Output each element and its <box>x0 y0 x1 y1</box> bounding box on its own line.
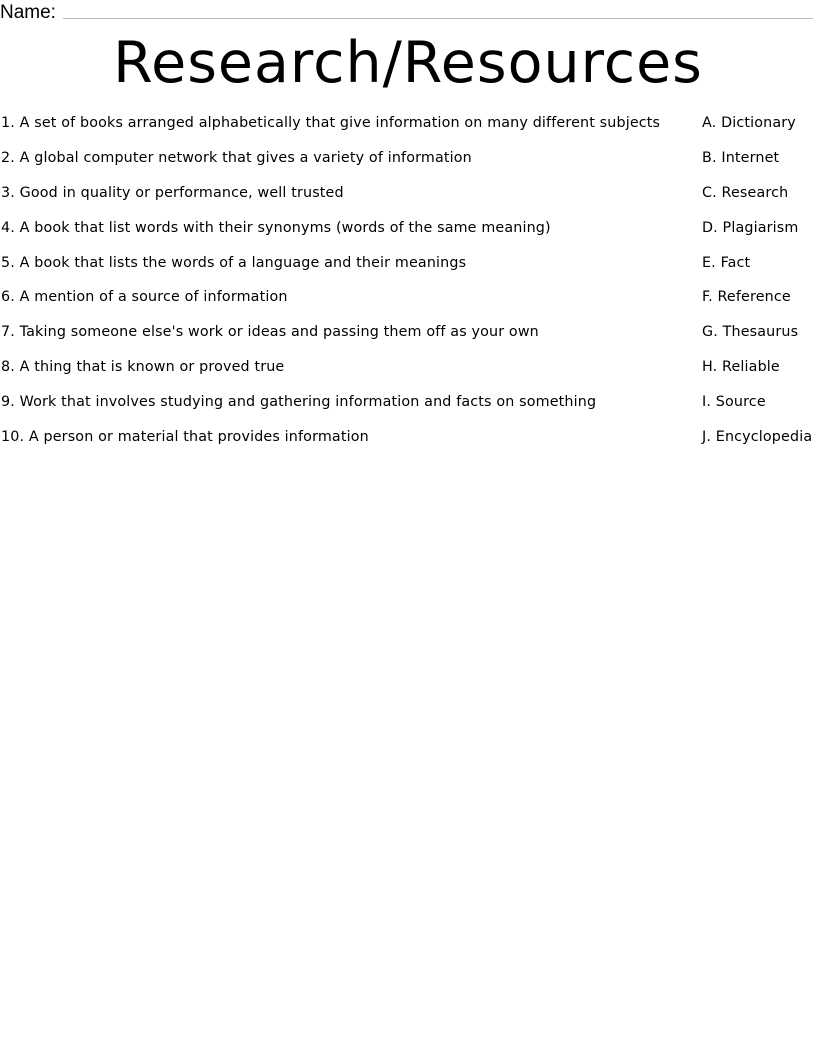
matching-row <box>0 356 816 391</box>
matching-row <box>0 391 816 426</box>
answer-a: A. Dictionary <box>702 115 796 131</box>
answer-f: F. Reference <box>702 289 791 306</box>
matching-row <box>0 286 816 321</box>
answer-i: I. Source <box>702 394 766 411</box>
matching-row <box>0 321 816 356</box>
worksheet-title: Research/Resources <box>113 30 703 96</box>
clue-2: 2. A global computer network that gives a variety of information <box>1 149 472 166</box>
clue-4: 4. A book that list words with their synonyms (words of the same meaning) <box>1 219 551 236</box>
clue-1: 1. A set of books arranged alphabetically that give information on many different subjects <box>1 115 661 131</box>
answer-h: H. Reliable <box>702 359 780 376</box>
clue-5: 5. A book that lists the words of a language and their meanings <box>1 254 467 271</box>
answer-d: D. Plagiarism <box>702 219 799 236</box>
clue-9: 9. Work that involves studying and gathering information and facts on something <box>1 394 597 411</box>
clue-3: 3. Good in quality or performance, well trusted <box>1 184 344 201</box>
answer-c: C. Research <box>702 184 789 201</box>
clue-6: 6. A mention of a source of information <box>1 289 288 306</box>
matching-row <box>0 182 816 217</box>
clue-7: 7. Taking someone else's work or ideas and passing them off as your own <box>1 324 539 341</box>
matching-row <box>0 217 816 252</box>
matching-row <box>0 112 816 147</box>
matching-list <box>0 112 816 461</box>
answer-j: J. Encyclopedia <box>702 429 813 446</box>
matching-row <box>0 147 816 182</box>
name-blank-line[interactable] <box>63 18 813 19</box>
answer-b: B. Internet <box>702 149 780 166</box>
clue-10: 10. A person or material that provides information <box>1 429 369 446</box>
matching-row <box>0 252 816 287</box>
matching-row <box>0 426 816 461</box>
clue-8: 8. A thing that is known or proved true <box>1 359 285 376</box>
answer-e: E. Fact <box>702 254 751 271</box>
answer-g: G. Thesaurus <box>702 324 799 341</box>
name-label: Name: <box>0 2 56 23</box>
